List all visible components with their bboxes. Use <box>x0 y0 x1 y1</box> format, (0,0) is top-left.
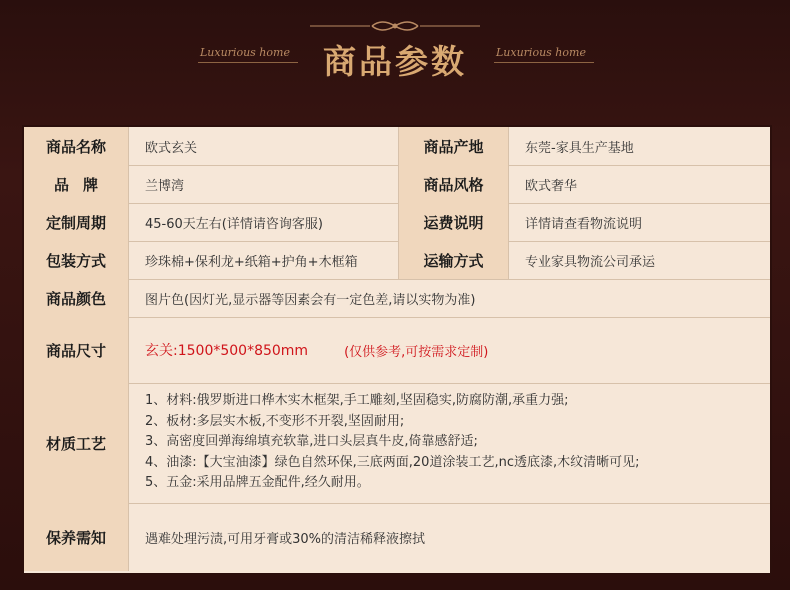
ornament-icon <box>310 18 480 34</box>
table-row <box>24 317 770 384</box>
label-care: 保养需知 <box>24 503 129 571</box>
size-value: 玄关:1500*500*850mm <box>145 343 309 359</box>
value-color: 图片色(因灯光,显示器等因素会有一定色差,请以实物为准) <box>145 292 476 308</box>
size-note: (仅供参考,可按需求定制) <box>344 344 489 360</box>
label-color: 商品颜色 <box>24 279 129 317</box>
spec-table <box>22 125 772 575</box>
table-row <box>24 203 770 242</box>
table-row <box>24 279 770 318</box>
table-row <box>24 383 770 504</box>
value-shipping-note: 详情请查看物流说明 <box>525 216 643 232</box>
label-packaging: 包装方式 <box>24 241 129 279</box>
label-shipping-note: 运费说明 <box>399 203 509 241</box>
table-row <box>24 165 770 204</box>
value-custom-period: 45-60天左右(详情请咨询客服) <box>129 203 399 241</box>
label-name: 商品名称 <box>24 127 129 165</box>
value-transport: 专业家具物流公司承运 <box>525 254 656 270</box>
material-line: 4、油漆:【大宝油漆】绿色自然环保,三底两面,20道涂装工艺,nc透底漆,木纹清晰可见; <box>145 454 640 470</box>
material-line: 3、高密度回弹海绵填充软靠,进口头层真牛皮,倚靠感舒适; <box>145 434 478 449</box>
value-name: 欧式玄关 <box>129 127 399 165</box>
value-origin: 东莞-家具生产基地 <box>525 140 634 156</box>
label-brand: 品牌 <box>24 165 129 203</box>
material-line: 1、材料:俄罗斯进口桦木实木框架,手工雕刻,坚固稳实,防腐防潮,承重力强; <box>145 393 569 408</box>
page-title: 商品参数 <box>323 42 467 81</box>
material-line: 2、板材:多层实木板,不变形不开裂,坚固耐用; <box>145 413 405 429</box>
value-packaging: 珍珠棉+保利龙+纸箱+护角+木框箱 <box>129 241 399 279</box>
label-transport: 运输方式 <box>399 241 509 279</box>
value-material <box>129 383 770 503</box>
material-line: 5、五金:采用品牌五金配件,经久耐用。 <box>145 475 370 490</box>
table-row <box>24 503 770 571</box>
value-style: 欧式奢华 <box>525 178 578 194</box>
label-style: 商品风格 <box>399 165 509 203</box>
value-brand: 兰博湾 <box>129 165 399 203</box>
script-right: Luxurious home <box>496 46 586 59</box>
page-header <box>0 0 790 110</box>
label-material: 材质工艺 <box>24 383 129 503</box>
value-size <box>129 317 770 383</box>
value-care: 遇难处理污渍,可用牙膏或30%的清洁稀释液擦拭 <box>145 531 426 547</box>
label-custom-period: 定制周期 <box>24 203 129 241</box>
table-row <box>24 241 770 280</box>
table-row <box>24 127 770 166</box>
label-size: 商品尺寸 <box>24 317 129 383</box>
script-left: Luxurious home <box>200 46 290 59</box>
label-origin: 商品产地 <box>399 127 509 165</box>
